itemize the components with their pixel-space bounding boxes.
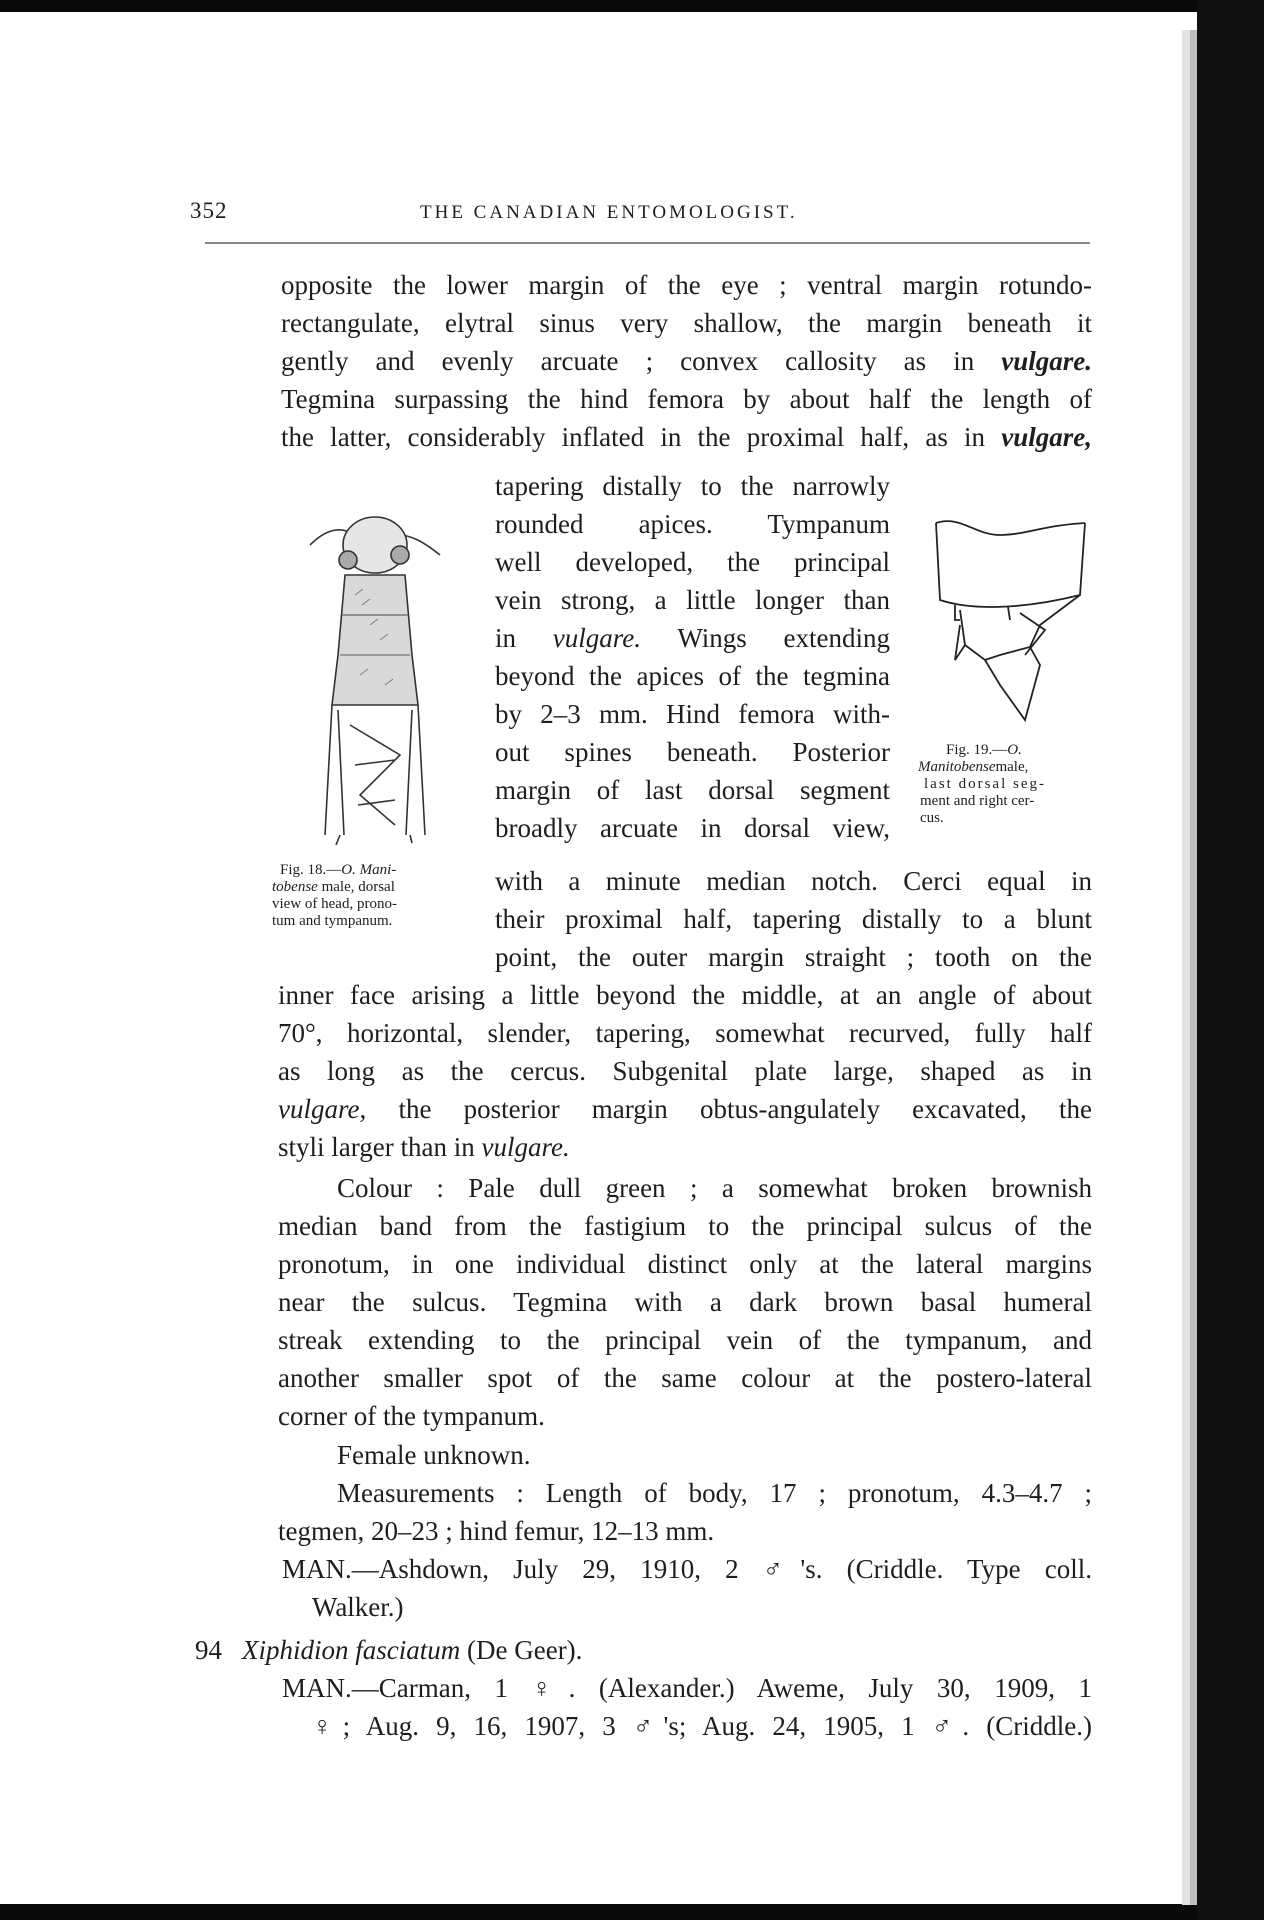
text-line: as long as the cercus. Subgenital plate large, shaped as in (278, 1056, 1092, 1086)
text-line: the latter, considerably inflated in the proximal half, as in vulgare, (281, 422, 1092, 452)
text-line: inner face arising a little beyond the middle, at an angle of about (278, 980, 1092, 1010)
text-line: rectangulate, elytral sinus very shallow, the margin beneath it (281, 308, 1092, 338)
text-line: opposite the lower margin of the eye ; ventral margin rotundo- (281, 270, 1092, 300)
text-line: well developed, the principal (495, 547, 890, 577)
text-line: Walker.) (312, 1592, 404, 1622)
text-line: ♀; Aug. 9, 16, 1907, 3 ♂'s; Aug. 24, 1905, 1 ♂. (Criddle.) (312, 1711, 1092, 1741)
figure-19-caption-line: cus. (920, 810, 944, 826)
figure-19-caption-line: last dorsal seg- (924, 776, 1046, 792)
text-line: their proximal half, tapering distally to a blunt (495, 904, 1092, 934)
book-spine (1197, 0, 1264, 1920)
text-line: streak extending to the principal vein of the tympanum, and (278, 1325, 1092, 1355)
text-line: by 2–3 mm. Hind femora with- (495, 699, 890, 729)
figure-18-caption-line: tum and tympanum. (272, 913, 393, 929)
figure-18-drawing (300, 505, 450, 850)
running-title: THE CANADIAN ENTOMOLOGIST. (420, 202, 798, 223)
text-line: point, the outer margin straight ; tooth on the (495, 942, 1092, 972)
text-line: MAN.—Ashdown, July 29, 1910, 2 ♂'s. (Criddle. Type coll. (282, 1554, 1092, 1584)
text-line: another smaller spot of the same colour at the postero-lateral (278, 1363, 1092, 1393)
figure-19-drawing (930, 515, 1090, 730)
text-line: Tegmina surpassing the hind femora by about half the length of (281, 384, 1092, 414)
figure-18-caption-line: Fig. 18.—O. Mani- (280, 862, 397, 878)
figure-18-caption-line: tobense male, dorsal (272, 879, 395, 895)
scan-border-bottom (0, 1904, 1264, 1920)
text-line: in vulgare. Wings extending (495, 623, 890, 653)
text-line: MAN.—Carman, 1 ♀. (Alexander.) Aweme, July 30, 1909, 1 (282, 1673, 1092, 1703)
header-rule (205, 242, 1090, 244)
text-line: Female unknown. (337, 1440, 531, 1470)
text-line: 70°, horizontal, slender, tapering, somewhat recurved, fully half (278, 1018, 1092, 1048)
text-line: near the sulcus. Tegmina with a dark brown basal humeral (278, 1287, 1092, 1317)
text-line: with a minute median notch. Cerci equal in (495, 866, 1092, 896)
text-line: tapering distally to the narrowly (495, 471, 890, 501)
figure-18-caption-line: view of head, prono- (272, 896, 397, 912)
species-heading: Xiphidion fasciatum (De Geer). (242, 1635, 583, 1665)
text-line: broadly arcuate in dorsal view, (495, 813, 890, 843)
text-line: vein strong, a little longer than (495, 585, 890, 615)
text-line: median band from the fastigium to the principal sulcus of the (278, 1211, 1092, 1241)
text-line: beyond the apices of the tegmina (495, 661, 890, 691)
species-number: 94 (195, 1635, 222, 1665)
figure-19-caption-line: Manitobensemale, (918, 759, 1029, 775)
text-line: pronotum, in one individual distinct only at the lateral margins (278, 1249, 1092, 1279)
text-line: Measurements : Length of body, 17 ; pronotum, 4.3–4.7 ; (337, 1478, 1092, 1508)
text-line: gently and evenly arcuate ; convex callosity as in vulgare. (281, 346, 1093, 376)
text-line: corner of the tympanum. (278, 1401, 545, 1431)
text-line: rounded apices. Tympanum (495, 509, 890, 539)
text-line: Colour : Pale dull green ; a somewhat broken brownish (337, 1173, 1092, 1203)
text-line: out spines beneath. Posterior (495, 737, 890, 767)
figure-19-caption-line: Fig. 19.—O. (946, 742, 1022, 758)
text-line: vulgare, the posterior margin obtus-angulately excavated, the (278, 1094, 1092, 1124)
text-line: margin of last dorsal segment (495, 775, 890, 805)
figure-19-caption-line: ment and right cer- (920, 793, 1035, 809)
scan-border-top (0, 0, 1264, 12)
text-line: styli larger than in vulgare. (278, 1132, 570, 1162)
text-line: tegmen, 20–23 ; hind femur, 12–13 mm. (278, 1516, 715, 1546)
page-number: 352 (190, 198, 228, 223)
